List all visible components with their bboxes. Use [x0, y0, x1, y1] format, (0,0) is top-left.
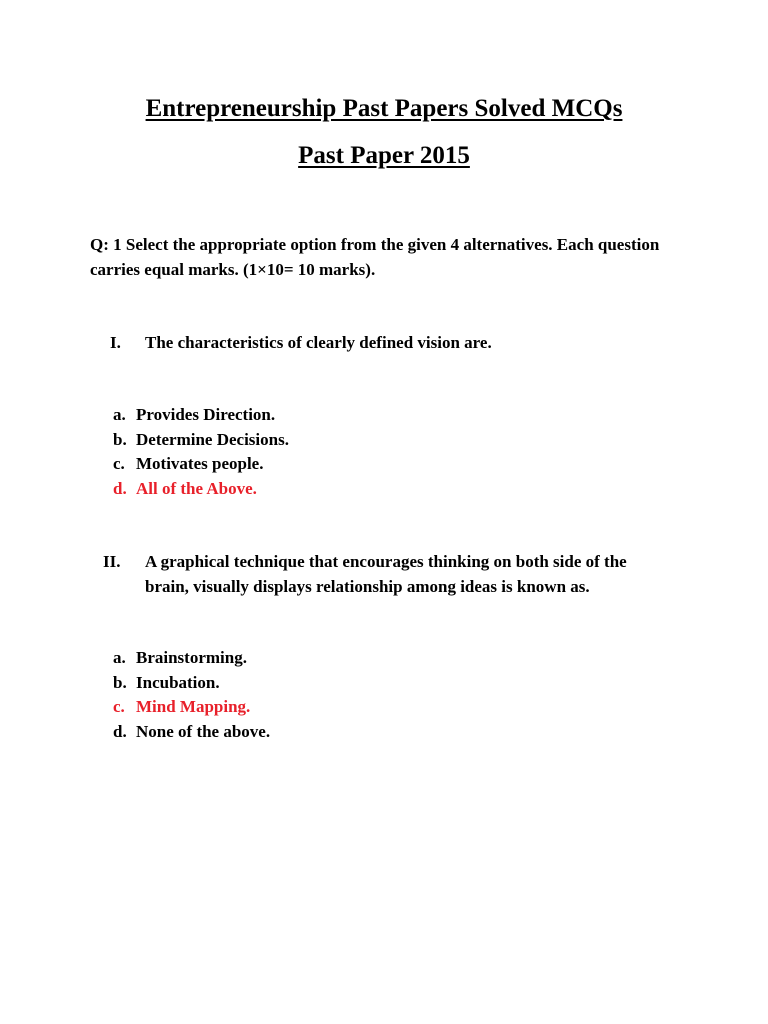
document-title: [0, 94, 768, 124]
option-letter: c.: [113, 454, 125, 473]
question-1: [0, 330, 768, 360]
option-text: Provides Direction.: [136, 405, 276, 424]
question-instructions: Q: 1 Select the appropriate option from the given 4 alternatives. Each question carries equal marks. (1×10= 10 marks).: [90, 235, 660, 279]
question-2-options: [0, 646, 768, 744]
option-text: All of the Above.: [136, 478, 257, 498]
question-number: II.: [103, 552, 121, 571]
option-letter: a.: [113, 405, 126, 424]
question-1-options: [0, 403, 768, 501]
option-item: [0, 403, 768, 428]
option-item: [0, 671, 768, 696]
option-letter: b.: [113, 429, 127, 449]
option-text: Motivates people.: [136, 454, 264, 473]
document-title-text: Entrepreneurship Past Papers Solved MCQs: [145, 95, 623, 122]
document-subtitle-text: Past Paper 2015: [298, 142, 470, 169]
option-item: [0, 646, 768, 671]
option-letter: b.: [113, 672, 127, 692]
option-letter: c.: [113, 697, 125, 716]
option-text: Mind Mapping.: [136, 697, 251, 716]
option-text: None of the above.: [136, 721, 271, 741]
option-text: Determine Decisions.: [136, 429, 289, 449]
option-item: [0, 452, 768, 477]
question-text: A graphical technique that encourages thinking on both side of the brain, visually displays relationship among ideas is known as.: [145, 552, 627, 596]
question-2: [0, 549, 768, 609]
option-item: [0, 720, 768, 745]
document-subtitle: [0, 141, 768, 171]
option-text: Brainstorming.: [136, 648, 247, 667]
question-number: I.: [110, 333, 121, 352]
correct-answer-option: [0, 477, 768, 502]
option-letter: d.: [113, 478, 127, 498]
correct-answer-option: [0, 695, 768, 720]
option-letter: a.: [113, 648, 126, 667]
question-text: The characteristics of clearly defined vision are.: [145, 333, 492, 352]
option-text: Incubation.: [136, 672, 220, 692]
option-item: [0, 428, 768, 453]
option-letter: d.: [113, 721, 127, 741]
